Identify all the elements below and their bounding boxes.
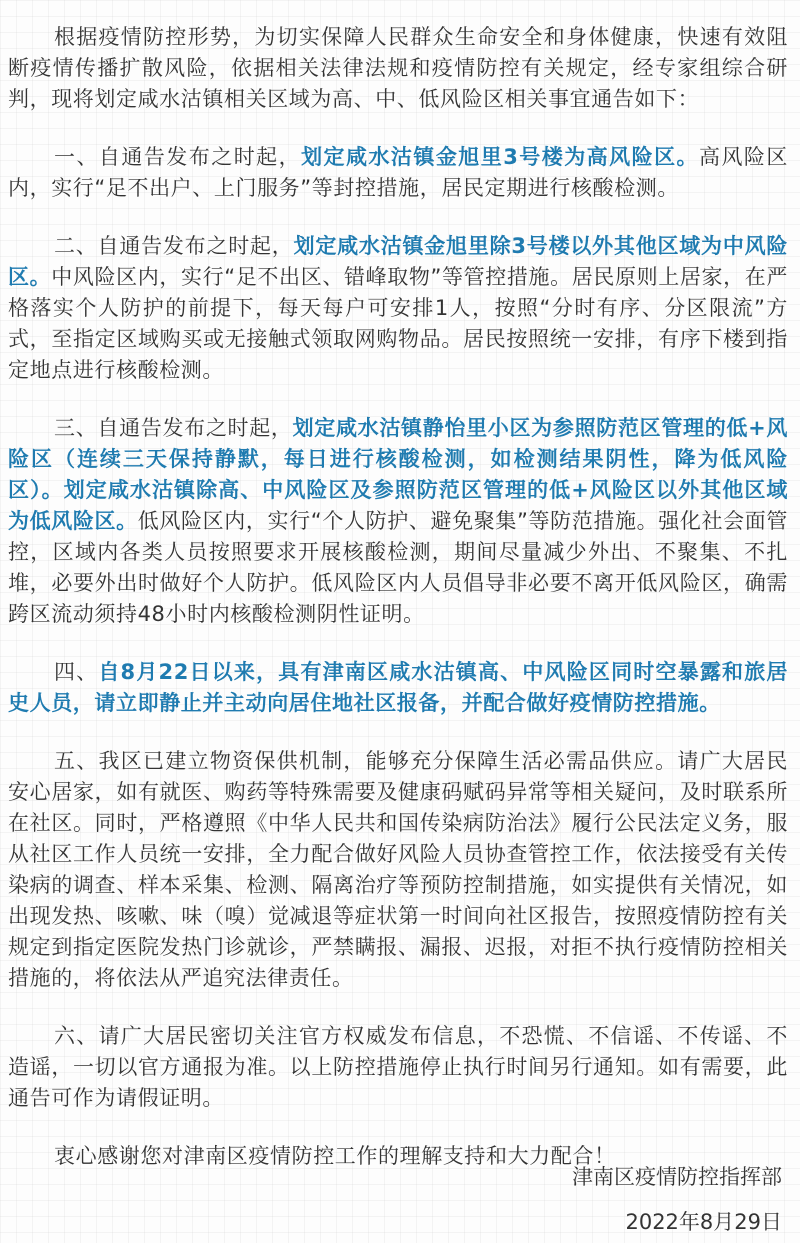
section-5-body: 我区已建立物资保供机制，能够充分保障生活必需品供应。请广大居民安心居家，如有就医、购药等特殊需要及健康码赋码异常等相关疑问，及时联系所在社区。同时，严格遵照《中华人民共和国传染病防治法》履行公民法定义务，服从社区工作人员统一安排，全力配合做好风险人员协查管控工作，依法接受有关传染病的调查、样本采集、检测、隔离治疗等预防控制措施，如实提供有关情况，如出现发热、咳嗽、味（嗅）觉减退等症状第一时间向社区报告，按照疫情防控有关规定到指定医院发热门诊就诊，严禁瞒报、漏报、迟报，对拒不执行疫情防控相关措施的，将依法从严追究法律责任。 bbox=[8, 749, 788, 990]
section-3-prefix: 三、自通告发布之时起， bbox=[54, 416, 293, 440]
section-3-highlight: 划定咸水沽镇静怡里小区为参照防范区管理的低+风险区（连续三天保持静默，每日进行核酸检测，如检测结果阴性，降为低风险区）。划定咸水沽镇除高、中风险区及参照防范区管理的低+风险区以外其他区域为低风险区。 bbox=[8, 416, 788, 533]
section-3-paragraph bbox=[8, 413, 788, 630]
section-3-body: 低风险区内，实行“个人防护、避免聚集”等防范措施。强化社会面管控，区域内各类人员按照要求开展核酸检测，期间尽量减少外出、不聚集、不扎堆，必要外出时做好个人防护。低风险区内人员倡导非必要不离开低风险区，确需跨区流动须持48小时内核酸检测阴性证明。 bbox=[8, 509, 788, 626]
section-2-body: 中风险区内，实行“足不出区、错峰取物”等管控措施。居民原则上居家，在严格落实个人防护的前提下，每天每户可安排1人，按照“分时有序、分区限流”方式，至指定区域购买或无接触式领取网购物品。居民按照统一安排，有序下楼到指定地点进行核酸检测。 bbox=[8, 265, 788, 382]
section-5-paragraph bbox=[8, 746, 788, 994]
section-4-paragraph bbox=[8, 657, 788, 719]
section-2-highlight: 划定咸水沽镇金旭里除3号楼以外其他区域为中风险区。 bbox=[8, 234, 788, 289]
issue-date: 2022年8月29日 bbox=[625, 1210, 782, 1234]
section-1-highlight: 划定咸水沽镇金旭里3号楼为高风险区。 bbox=[301, 145, 699, 169]
thanks-paragraph: 衷心感谢您对津南区疫情防控工作的理解支持和大力配合！ bbox=[54, 1144, 616, 1168]
section-6-prefix: 六、 bbox=[54, 1024, 99, 1048]
section-4-highlight: 自8月22日以来，具有津南区咸水沽镇高、中风险区同时空暴露和旅居史人员，请立即静止并主动向居住地社区报备，并配合做好疫情防控措施。 bbox=[8, 660, 788, 715]
intro-paragraph: 根据疫情防控形势，为切实保障人民群众生命安全和身体健康，快速有效阻断疫情传播扩散风险，依据相关法律法规和疫情防控有关规定，经专家组综合研判，现将划定咸水沽镇相关区域为高、中、低风险区相关事宜通告如下： bbox=[8, 25, 788, 111]
section-1-paragraph bbox=[8, 142, 788, 204]
section-6-body: 请广大居民密切关注官方权威发布信息，不恐慌、不信谣、不传谣、不造谣，一切以官方通报为准。以上防控措施停止执行时间另行通知。如有需要，此通告可作为请假证明。 bbox=[8, 1024, 788, 1110]
section-5-prefix: 五、 bbox=[54, 749, 99, 773]
section-1-prefix: 一、自通告发布之时起， bbox=[54, 145, 302, 169]
section-2-paragraph bbox=[8, 231, 788, 386]
section-4-prefix: 四、 bbox=[54, 660, 99, 684]
section-2-prefix: 二、自通告发布之时起， bbox=[54, 234, 294, 258]
section-1-body: 高风险区内，实行“足不出户、上门服务”等封控措施，居民定期进行核酸检测。 bbox=[8, 145, 788, 200]
section-6-paragraph bbox=[8, 1021, 788, 1114]
signature: 津南区疫情防控指挥部 bbox=[572, 1165, 782, 1189]
